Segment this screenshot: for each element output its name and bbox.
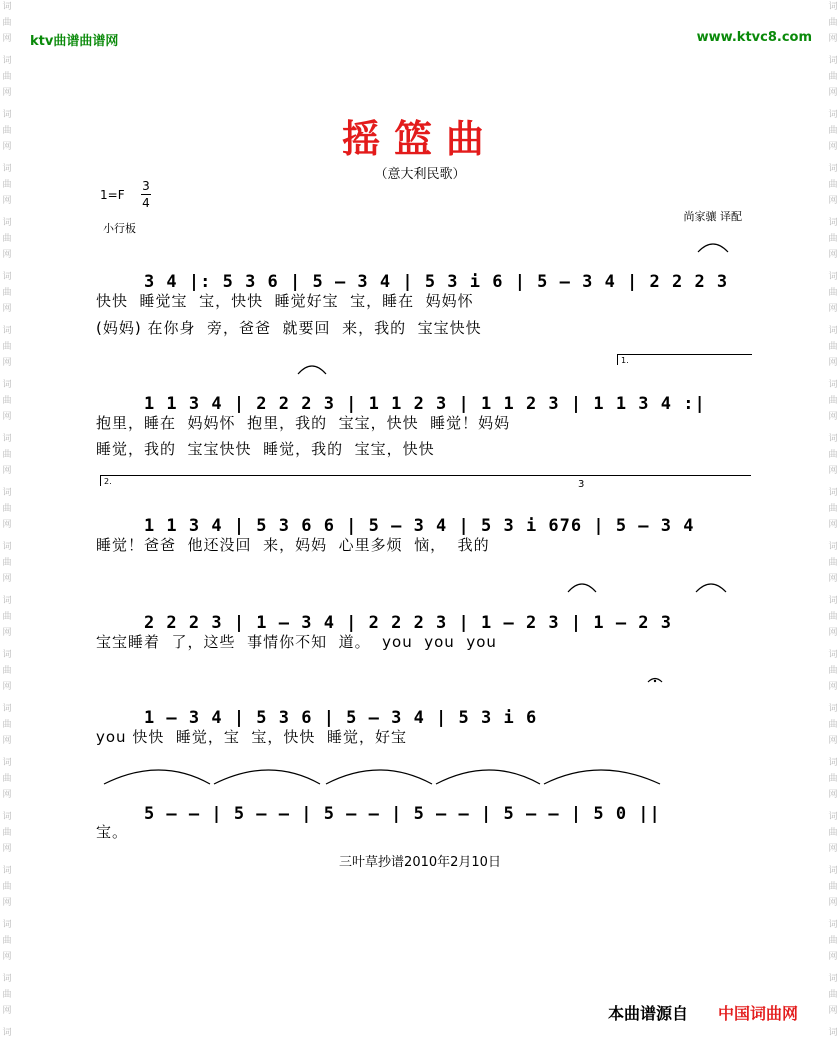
watermark-char: 网	[828, 898, 838, 908]
watermark-char: 词	[828, 326, 838, 336]
watermark-char: 曲	[828, 558, 838, 568]
watermark-char: 词	[2, 704, 12, 714]
watermark-char: 网	[2, 34, 12, 44]
watermark-char: 词	[828, 488, 838, 498]
watermark-char: 词	[2, 434, 12, 444]
watermark-char: 曲	[2, 18, 12, 28]
watermark-char: 网	[2, 358, 12, 368]
watermark-char: 曲	[828, 504, 838, 514]
watermark-char: 曲	[828, 720, 838, 730]
watermark-char: 词	[828, 272, 838, 282]
watermark-char: 网	[2, 520, 12, 530]
volta-1	[617, 354, 752, 365]
watermark-char: 词	[2, 272, 12, 282]
tie-row6a	[104, 770, 210, 784]
watermark-char: 网	[828, 682, 838, 692]
tie-row4a	[568, 584, 596, 592]
watermark-char: 词	[2, 164, 12, 174]
watermark-char: 网	[828, 628, 838, 638]
watermark-char: 曲	[828, 288, 838, 298]
watermark-char: 曲	[828, 828, 838, 838]
volta-2-label: 2.	[104, 477, 112, 486]
lyrics-row-4: 宝宝睡着 了，这些 事情你不知 道。 you you you	[96, 633, 497, 651]
watermark-char: 词	[2, 110, 12, 120]
tie-row6d	[436, 770, 540, 784]
watermark-char: 网	[2, 682, 12, 692]
watermark-char: 网	[828, 736, 838, 746]
watermark-char: 曲	[2, 234, 12, 244]
watermark-char: 曲	[828, 936, 838, 946]
watermark-char: 词	[828, 704, 838, 714]
watermark-char: 曲	[2, 612, 12, 622]
watermark-char: 曲	[2, 558, 12, 568]
lyrics-row-2-verse-1: 抱里，睡在 妈妈怀 抱里，我的 宝宝，快快 睡觉！妈妈	[96, 414, 511, 432]
watermark-char: 曲	[2, 504, 12, 514]
arranger-credit: 尚家骧 译配	[683, 210, 742, 223]
volta-2	[100, 475, 751, 486]
watermark-char: 曲	[828, 234, 838, 244]
watermark-char: 曲	[828, 882, 838, 892]
watermark-char: 网	[2, 466, 12, 476]
watermark-char: 网	[2, 304, 12, 314]
watermark-char: 网	[2, 898, 12, 908]
watermark-char: 词	[828, 812, 838, 822]
lyrics-row-3: 睡觉！爸爸 他还没回 来，妈妈 心里多烦 恼， 我的	[96, 536, 490, 554]
row3-notes-text: 1 1 3 4 | 5 3 6 6 | 5 – 3 4 | 5 3 i 676 | 5 – 3 4	[143, 516, 695, 536]
watermark-char: 词	[2, 56, 12, 66]
row6-notes-text: 5 – – | 5 – – | 5 – – | 5 – – | 5 – – | 5 0 ||	[143, 804, 661, 824]
watermark-char: 曲	[828, 612, 838, 622]
watermark-char: 网	[2, 574, 12, 584]
watermark-char: 网	[828, 1006, 838, 1016]
watermark-char: 词	[2, 2, 12, 12]
tie-row6b	[214, 770, 320, 784]
time-signature	[140, 178, 152, 211]
watermark-char: 曲	[828, 126, 838, 136]
watermark-char: 网	[2, 844, 12, 854]
watermark-char: 词	[2, 974, 12, 984]
tie-row6e	[544, 770, 660, 784]
tempo-marking: 小行板	[103, 222, 136, 235]
watermark-char: 词	[2, 596, 12, 606]
watermark-char: 网	[2, 952, 12, 962]
watermark-char: 网	[2, 142, 12, 152]
watermark-char: 网	[828, 412, 838, 422]
watermark-char: 词	[828, 56, 838, 66]
watermark-char: 网	[828, 34, 838, 44]
notes-row-6	[99, 784, 661, 844]
watermark-char: 词	[828, 380, 838, 390]
watermark-char: 曲	[828, 180, 838, 190]
row2-notes-text: 1 1 3 4 | 2 2 2 3 | 1 1 2 3 | 1 1 2 3 | 1 1 3 4 :|	[143, 394, 706, 414]
watermark-char: 曲	[828, 450, 838, 460]
lyrics-row-5: you 快快 睡觉，宝 宝，快快 睡觉，好宝	[96, 728, 407, 746]
footer-source-label: 本曲谱源自	[608, 1004, 689, 1023]
song-subtitle: （意大利民歌）	[374, 167, 466, 182]
key-signature: 1=F	[100, 188, 125, 202]
watermark-char: 词	[2, 218, 12, 228]
watermark-char: 词	[828, 110, 838, 120]
watermark-char: 词	[828, 2, 838, 12]
watermark-char: 词	[2, 812, 12, 822]
watermark-char: 曲	[828, 666, 838, 676]
watermark-char: 网	[2, 88, 12, 98]
watermark-char: 词	[828, 542, 838, 552]
fermata-arc	[648, 679, 662, 683]
watermark-char: 网	[2, 250, 12, 260]
watermark-char: 网	[2, 412, 12, 422]
watermark-char: 词	[828, 650, 838, 660]
watermark-char: 词	[2, 650, 12, 660]
watermark-char: 曲	[2, 774, 12, 784]
watermark-char: 词	[2, 866, 12, 876]
lyrics-row-1-verse-2: (妈妈) 在你身 旁，爸爸 就要回 来，我的 宝宝快快	[96, 319, 482, 337]
header-left-site[interactable]: ktv曲谱曲谱网	[30, 34, 119, 49]
watermark-char: 词	[2, 488, 12, 498]
watermark-char: 曲	[828, 396, 838, 406]
watermark-char: 曲	[828, 990, 838, 1000]
watermark-char: 网	[2, 196, 12, 206]
watermark-char: 网	[828, 142, 838, 152]
watermark-char: 曲	[2, 450, 12, 460]
row5-notes-text: 1 – 3 4 | 5 3 6 | 5 – 3 4 | 5 3 i 6	[143, 708, 538, 728]
watermark-char: 网	[828, 574, 838, 584]
fermata-dot	[654, 680, 656, 682]
watermark-char: 曲	[2, 396, 12, 406]
watermark-char: 曲	[2, 720, 12, 730]
watermark-char: 曲	[2, 882, 12, 892]
tie-row4b	[696, 584, 726, 592]
watermark-char: 网	[828, 358, 838, 368]
watermark-char: 网	[828, 466, 838, 476]
row4-notes-text: 2 2 2 3 | 1 – 3 4 | 2 2 2 3 | 1 – 2 3 | 1 – 2 3	[143, 613, 672, 633]
watermark-char: 词	[2, 1028, 12, 1038]
transcription-credit: 三叶草抄谱2010年2月10日	[339, 855, 501, 870]
watermark-char: 词	[828, 434, 838, 444]
watermark-char: 网	[828, 790, 838, 800]
watermark-char: 曲	[2, 180, 12, 190]
footer-site-name[interactable]: 中国词曲网	[718, 1004, 799, 1023]
watermark-char: 网	[828, 520, 838, 530]
watermark-char: 曲	[2, 72, 12, 82]
watermark-char: 曲	[828, 342, 838, 352]
watermark-char: 网	[2, 1006, 12, 1016]
tie-row2	[298, 366, 326, 374]
watermark-char: 网	[828, 304, 838, 314]
watermark-char: 曲	[2, 828, 12, 838]
watermark-char: 曲	[2, 666, 12, 676]
watermark-char: 词	[828, 758, 838, 768]
time-signature-top: 3	[142, 179, 150, 193]
triplet-mark: 3	[578, 479, 585, 490]
volta-1-label: 1.	[621, 356, 629, 365]
watermark-char: 曲	[2, 342, 12, 352]
watermark-char: 词	[2, 920, 12, 930]
watermark-char: 网	[828, 88, 838, 98]
watermark-char: 网	[828, 952, 838, 962]
watermark-char: 词	[828, 866, 838, 876]
row1-notes-text: 3 4 |: 5 3 6 | 5 – 3 4 | 5 3 i 6 | 5 – 3 4 | 2 2 2 3	[143, 272, 729, 292]
header-right-site[interactable]: www.ktvc8.com	[696, 30, 812, 45]
tie-row1	[698, 244, 728, 252]
watermark-char: 词	[2, 380, 12, 390]
watermark-char: 词	[828, 218, 838, 228]
watermark-char: 曲	[2, 990, 12, 1000]
watermark-char: 网	[828, 196, 838, 206]
watermark-char: 词	[2, 326, 12, 336]
lyrics-row-1-verse-1: 快快 睡觉宝 宝，快快 睡觉好宝 宝，睡在 妈妈怀	[96, 292, 474, 310]
watermark-char: 词	[828, 596, 838, 606]
watermark-char: 曲	[828, 72, 838, 82]
lyrics-row-2-verse-2: 睡觉，我的 宝宝快快 睡觉，我的 宝宝，快快	[96, 440, 435, 458]
watermark-char: 曲	[2, 936, 12, 946]
lyrics-row-6: 宝。	[96, 823, 129, 841]
watermark-char: 网	[828, 844, 838, 854]
watermark-char: 网	[2, 628, 12, 638]
watermark-char: 曲	[2, 126, 12, 136]
song-title: 摇篮曲	[341, 116, 498, 161]
tie-row6c	[326, 770, 432, 784]
watermark-char: 网	[2, 790, 12, 800]
watermark-char: 曲	[828, 774, 838, 784]
watermark-char: 词	[828, 974, 838, 984]
watermark-char: 网	[2, 736, 12, 746]
watermark-char: 词	[2, 542, 12, 552]
watermark-char: 词	[828, 164, 838, 174]
watermark-char: 曲	[828, 18, 838, 28]
watermark-char: 曲	[2, 288, 12, 298]
time-signature-bottom: 4	[142, 196, 150, 210]
watermark-char: 网	[828, 250, 838, 260]
watermark-char: 词	[828, 920, 838, 930]
watermark-char: 词	[828, 1028, 838, 1038]
watermark-char: 词	[2, 758, 12, 768]
